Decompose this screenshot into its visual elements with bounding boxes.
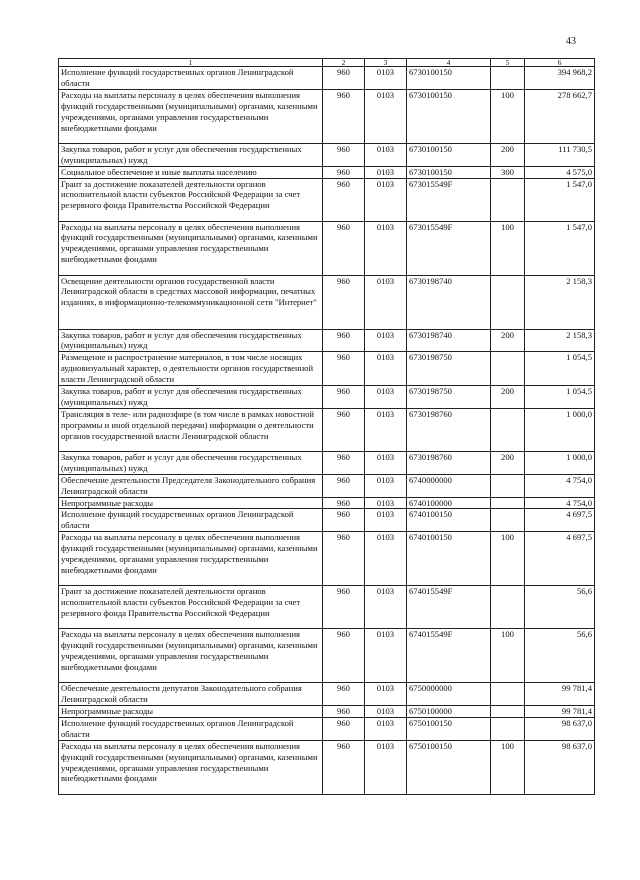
row-amount-cell: 4 697,5 [525,532,595,586]
table-row [59,166,595,178]
row-name-cell: Непрограммные расходы [59,706,323,718]
row-target-article-cell: 6730198760 [407,451,491,474]
row-code-cell: 960 [323,67,365,90]
row-target-article-cell: 673015549F [407,221,491,275]
row-section-cell: 0103 [365,329,407,352]
row-name-cell: Исполнение функций государственных органов Ленинградской области [59,509,323,532]
row-amount-cell: 1 000,0 [525,408,595,451]
row-expense-type-cell [491,474,525,497]
row-expense-type-cell [491,352,525,386]
row-amount-cell: 1 547,0 [525,221,595,275]
row-amount-cell: 2 158,3 [525,275,595,329]
row-section-cell: 0103 [365,221,407,275]
row-target-article-cell: 6740100150 [407,532,491,586]
row-code-cell: 960 [323,143,365,166]
row-name-cell: Трансляция в теле- или радиоэфире (в том числе в рамках новостной программы и иной отдельной передачи) информации о деятельности органов государственной власти Ленинградской области [59,408,323,451]
row-expense-type-cell [491,586,525,629]
row-name-cell: Обеспечение деятельности депутатов Законодательного собрания Ленинградской области [59,683,323,706]
table-row [59,509,595,532]
row-code-cell: 960 [323,386,365,409]
row-section-cell: 0103 [365,352,407,386]
row-target-article-cell: 6740100000 [407,497,491,509]
row-amount-cell: 99 781,4 [525,706,595,718]
page-number: 43 [566,36,576,47]
row-expense-type-cell: 100 [491,532,525,586]
table-header-row [59,59,595,67]
row-expense-type-cell: 200 [491,386,525,409]
table-row [59,143,595,166]
row-target-article-cell: 6750100150 [407,740,491,794]
row-target-article-cell: 6730198750 [407,352,491,386]
row-name-cell: Непрограммные расходы [59,497,323,509]
row-name-cell: Расходы на выплаты персоналу в целях обеспечения выполнения функций государственными (муниципальными) органами, казенными учреждениями, органами управления государственными внебюджетными фондами [59,221,323,275]
row-code-cell: 960 [323,178,365,221]
row-code-cell: 960 [323,221,365,275]
table-row [59,474,595,497]
row-section-cell: 0103 [365,683,407,706]
row-amount-cell: 1 054,5 [525,352,595,386]
row-expense-type-cell: 200 [491,329,525,352]
row-name-cell: Обеспечение деятельности Председателя Законодательного собрания Ленинградской области [59,474,323,497]
row-expense-type-cell: 300 [491,166,525,178]
row-target-article-cell: 6750000000 [407,683,491,706]
row-target-article-cell: 6730198740 [407,275,491,329]
table-row [59,740,595,794]
row-expense-type-cell [491,67,525,90]
row-code-cell: 960 [323,683,365,706]
row-section-cell: 0103 [365,178,407,221]
row-code-cell: 960 [323,509,365,532]
column-number-header: 6 [525,59,595,67]
column-number-header: 3 [365,59,407,67]
row-code-cell: 960 [323,408,365,451]
row-target-article-cell: 673015549F [407,178,491,221]
table-row [59,706,595,718]
table-row [59,532,595,586]
row-target-article-cell: 6730198750 [407,386,491,409]
table-row [59,408,595,451]
row-code-cell: 960 [323,532,365,586]
row-name-cell: Расходы на выплаты персоналу в целях обеспечения выполнения функций государственными (муниципальными) органами, казенными учреждениями, органами управления государственными внебюджетными фондами [59,740,323,794]
table-row [59,586,595,629]
table-row [59,352,595,386]
row-section-cell: 0103 [365,497,407,509]
table-row [59,451,595,474]
row-name-cell: Закупка товаров, работ и услуг для обеспечения государственных (муниципальных) нужд [59,386,323,409]
table-row [59,497,595,509]
row-name-cell: Освещение деятельности органов государственной власти Ленинградской области в средствах массовой информации, печатных изданиях, в информационно-телекоммуникационной сети "Интернет" [59,275,323,329]
row-expense-type-cell: 200 [491,451,525,474]
row-section-cell: 0103 [365,509,407,532]
row-target-article-cell: 6740100150 [407,509,491,532]
row-expense-type-cell [491,509,525,532]
row-section-cell: 0103 [365,740,407,794]
row-target-article-cell: 6730198760 [407,408,491,451]
row-code-cell: 960 [323,89,365,143]
row-expense-type-cell: 100 [491,221,525,275]
row-code-cell: 960 [323,474,365,497]
row-amount-cell: 1 547,0 [525,178,595,221]
row-amount-cell: 4 754,0 [525,497,595,509]
row-amount-cell: 1 054,5 [525,386,595,409]
column-number-header: 4 [407,59,491,67]
table-row [59,386,595,409]
row-code-cell: 960 [323,275,365,329]
table-row [59,717,595,740]
row-section-cell: 0103 [365,717,407,740]
row-section-cell: 0103 [365,706,407,718]
row-code-cell: 960 [323,586,365,629]
row-section-cell: 0103 [365,275,407,329]
row-name-cell: Закупка товаров, работ и услуг для обеспечения государственных (муниципальных) нужд [59,329,323,352]
row-name-cell: Закупка товаров, работ и услуг для обеспечения государственных (муниципальных) нужд [59,143,323,166]
row-expense-type-cell [491,408,525,451]
table-row [59,178,595,221]
row-section-cell: 0103 [365,67,407,90]
row-amount-cell: 111 730,5 [525,143,595,166]
row-target-article-cell: 6730100150 [407,67,491,90]
column-number-header: 2 [323,59,365,67]
row-target-article-cell: 674015549F [407,586,491,629]
table-row [59,629,595,683]
row-amount-cell: 2 158,3 [525,329,595,352]
table-row [59,221,595,275]
row-name-cell: Закупка товаров, работ и услуг для обеспечения государственных (муниципальных) нужд [59,451,323,474]
budget-table [58,58,595,795]
row-expense-type-cell: 100 [491,89,525,143]
row-code-cell: 960 [323,451,365,474]
row-expense-type-cell: 200 [491,143,525,166]
row-name-cell: Социальное обеспечение и иные выплаты населению [59,166,323,178]
row-target-article-cell: 6730198740 [407,329,491,352]
table-row [59,89,595,143]
row-code-cell: 960 [323,629,365,683]
row-expense-type-cell [491,683,525,706]
row-section-cell: 0103 [365,451,407,474]
row-target-article-cell: 6750100150 [407,717,491,740]
row-code-cell: 960 [323,706,365,718]
row-target-article-cell: 6730100150 [407,166,491,178]
row-section-cell: 0103 [365,474,407,497]
row-amount-cell: 98 637,0 [525,740,595,794]
row-target-article-cell: 674015549F [407,629,491,683]
row-name-cell: Расходы на выплаты персоналу в целях обеспечения выполнения функций государственными (муниципальными) органами, казенными учреждениями, органами управления государственными внебюджетными фондами [59,532,323,586]
row-name-cell: Расходы на выплаты персоналу в целях обеспечения выполнения функций государственными (муниципальными) органами, казенными учреждениями, органами управления государственными внебюджетными фондами [59,629,323,683]
row-amount-cell: 98 637,0 [525,717,595,740]
row-amount-cell: 4 575,0 [525,166,595,178]
row-code-cell: 960 [323,166,365,178]
row-name-cell: Исполнение функций государственных органов Ленинградской области [59,67,323,90]
row-amount-cell: 56,6 [525,586,595,629]
row-target-article-cell: 6740000000 [407,474,491,497]
row-section-cell: 0103 [365,408,407,451]
row-section-cell: 0103 [365,89,407,143]
row-section-cell: 0103 [365,143,407,166]
row-name-cell: Расходы на выплаты персоналу в целях обеспечения выполнения функций государственными (муниципальными) органами, казенными учреждениями, органами управления государственными внебюджетными фондами [59,89,323,143]
row-amount-cell: 394 968,2 [525,67,595,90]
column-number-header: 5 [491,59,525,67]
row-section-cell: 0103 [365,166,407,178]
row-amount-cell: 56,6 [525,629,595,683]
row-code-cell: 960 [323,329,365,352]
row-code-cell: 960 [323,740,365,794]
row-amount-cell: 4 697,5 [525,509,595,532]
row-section-cell: 0103 [365,629,407,683]
row-expense-type-cell [491,178,525,221]
row-expense-type-cell [491,275,525,329]
table-row [59,275,595,329]
row-expense-type-cell: 100 [491,629,525,683]
table-row [59,329,595,352]
row-expense-type-cell [491,497,525,509]
row-target-article-cell: 6750100000 [407,706,491,718]
row-target-article-cell: 6730100150 [407,143,491,166]
row-code-cell: 960 [323,497,365,509]
row-name-cell: Грант за достижение показателей деятельности органов исполнительной власти субъектов Российской Федерации за счет резервного фонда Правительства Российской Федерации [59,586,323,629]
row-code-cell: 960 [323,717,365,740]
row-amount-cell: 4 754,0 [525,474,595,497]
table-row [59,683,595,706]
row-name-cell: Размещение и распространение материалов, в том числе носящих аудиовизуальный характер, о деятельности органов государственной власти Ленинградской области [59,352,323,386]
row-section-cell: 0103 [365,386,407,409]
row-name-cell: Грант за достижение показателей деятельности органов исполнительной власти субъектов Российской Федерации за счет резервного фонда Правительства Российской Федерации [59,178,323,221]
row-name-cell: Исполнение функций государственных органов Ленинградской области [59,717,323,740]
row-expense-type-cell: 100 [491,740,525,794]
table-row [59,67,595,90]
row-amount-cell: 1 000,0 [525,451,595,474]
row-expense-type-cell [491,706,525,718]
row-expense-type-cell [491,717,525,740]
row-section-cell: 0103 [365,586,407,629]
row-code-cell: 960 [323,352,365,386]
row-target-article-cell: 6730100150 [407,89,491,143]
row-amount-cell: 99 781,4 [525,683,595,706]
row-section-cell: 0103 [365,532,407,586]
row-amount-cell: 278 662,7 [525,89,595,143]
column-number-header: 1 [59,59,323,67]
